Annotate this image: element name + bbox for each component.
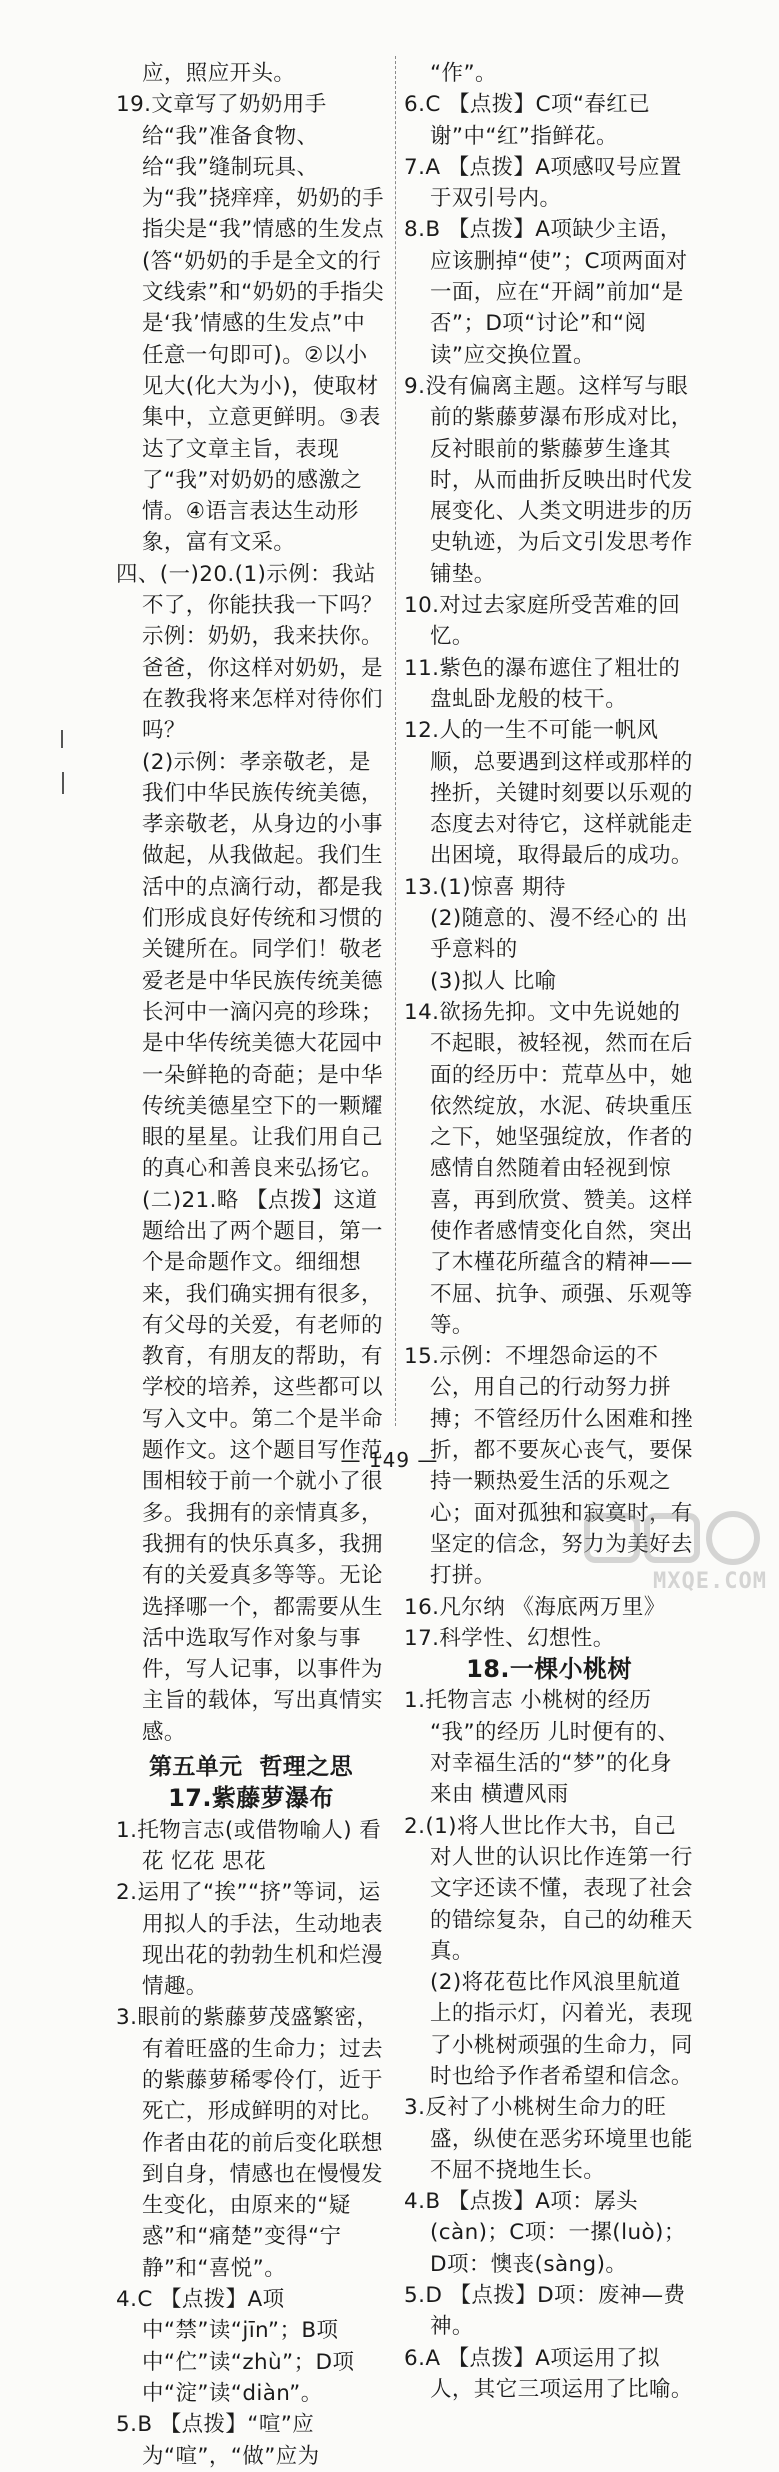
answer-item: 19.文章写了奶奶用手给“我”准备食物、给“我”缝制玩具、为“我”挠痒痒，奶奶的手指尖是“我”情感的生发点(答“奶奶的手是全文的行文线索”和“奶奶的手指尖是‘我’情感的生发点”中任意一句即可)。②以小见大(化大为小)，使取材集中，立意更鲜明。③表达了文章主旨，表现了“我”对奶奶的感激之情。④语言表达生动形象，富有文采。: [116, 92, 385, 556]
answer-item: (2)将花苞比作风浪里航道上的指示灯，闪着光，表现了小桃树顽强的生命力，同时也给予作者希望和信念。: [430, 1970, 693, 2089]
column-divider: [395, 56, 396, 1426]
answer-item: 15.示例：不埋怨命运的不公，用自己的行动努力拼搏；不管经历什么困难和挫折，都不要灰心丧气，要保持一颗热爱生活的乐观之心；面对孤独和寂寞时，有坚定的信念，努力为美好去打拼。: [404, 1344, 693, 1589]
answer-item: 8.B 【点拨】A项缺少主语，应该删掉“使”；C项两面对一面，应在“开阔”前加“是否”；D项“讨论”和“阅读”应交换位置。: [404, 217, 688, 368]
answer-item: 12.人的一生不可能一帆风顺，总要遇到这样或那样的挫折，关键时刻要以乐观的态度去对待它，这样就能走出困境，取得最后的成功。: [404, 718, 693, 869]
left-column: [116, 58, 386, 2472]
right-column: [404, 58, 694, 2405]
left-answer-list: [116, 58, 386, 1748]
answer-item: 4.C 【点拨】A项中“禁”读“jīn”；B项中“伫”读“zhù”；D项中“淀”读“diàn”。: [116, 2287, 355, 2406]
right-answer-list: [404, 58, 694, 1654]
answer-item: 13.(1)惊喜 期待: [404, 874, 566, 900]
answer-item: 6.C 【点拨】C项“春红已谢”中“红”指鲜花。: [404, 92, 651, 149]
answer-item: 9.没有偏离主题。这样写与眼前的紫藤萝瀑布形成对比，反衬眼前的紫藤萝生逢其时，从而曲折反映出时代发展变化、人类文明进步的历史轨迹，为后文引发思考作铺垫。: [404, 373, 693, 587]
answer-item: “作”。: [430, 61, 497, 86]
answer-item: (2)示例：孝亲敬老，是我们中华民族传统美德，孝亲敬老，从身边的小事做起，从我做起。我们生活中的点滴行动，都是我们形成良好传统和习惯的关键所在。同学们！敬老爱老是中华民族传统美德长河中一滴闪亮的珍珠；是中华传统美德大花园中一朵鲜艳的奇葩；是中华传统美德星空下的一颗耀眼的星星。让我们用自己的真心和善良来弘扬它。: [142, 749, 383, 1182]
answer-item: 3.反衬了小桃树生命力的旺盛，纵使在恶劣环境里也能不屈不挠地生长。: [404, 2095, 693, 2183]
watermark-icon: [583, 1510, 763, 1566]
answer-item: 3.眼前的紫藤萝茂盛繁密，有着旺盛的生命力；过去的紫藤萝稀零伶仃，近于死亡，形成鲜明的对比。作者由花的前后变化联想到自身，情感也在慢慢发生变化，由原来的“疑惑”和“痛楚”变得“宁静”和“喜悦”。: [116, 2005, 383, 2281]
unit-heading: 第五单元 哲理之思: [148, 1754, 353, 1781]
answer-item: 10.对过去家庭所受苦难的回忆。: [404, 593, 681, 650]
lesson-18-answer-list: [404, 1685, 694, 2405]
answer-item: 1.托物言志 小桃树的经历 “我”的经历 儿时便有的、对幸福生活的“梦”的化身 来由 横遭风雨: [404, 1688, 680, 1808]
answer-item: (3)拟人 比喻: [430, 968, 557, 994]
margin-marks: [58, 728, 72, 798]
answer-item: 2.(1)将人世比作大书，自己对人世的认识比作连第一行文字还读不懂，表现了社会的错综复杂，自己的幼稚天真。: [404, 1813, 693, 1964]
lesson-17-answer-list: [116, 1815, 386, 2472]
answer-item: (2)随意的、漫不经心的 出乎意料的: [430, 906, 688, 963]
answer-item: 示例：奶奶，我来扶你。爸爸，你这样对奶奶，是在教我将来怎样对待你们吗？: [142, 624, 383, 744]
answer-item: 4.B 【点拨】A项：孱头(càn)；C项：一摞(luò)；D项：懊丧(sàng)。: [404, 2189, 686, 2277]
page-number: — 149 —: [340, 1448, 439, 1472]
answer-item: 5.B 【点拨】“喧”应为“喧”，“做”应为: [116, 2412, 320, 2469]
watermark-logo: [573, 1510, 773, 1594]
answer-item: (二)21.略 【点拨】这道题给出了两个题目，第一个是命题作文。细细想来，我们确实拥有很多，有父母的关爱，有老师的教育，有朋友的帮助，有学校的培养，这些都可以写入文中。第二个是半命题作文。这个题目写作范围相较于前一个就小了很多。我拥有的亲情真多，我拥有的快乐真多，我拥有的关爱真多等等。无论选择哪一个，都需要从生活中选取写作对象与事件，写人记事，以事件为主旨的载体，写出真情实感。: [142, 1187, 383, 1745]
watermark-text: MXQE.COM: [653, 1569, 767, 1594]
answer-item: 17.科学性、幻想性。: [404, 1625, 615, 1651]
answer-item: 四、(一)20.(1)示例：我站不了，你能扶我一下吗？: [116, 561, 383, 619]
lesson-heading-18: 18.一棵小桃树: [466, 1655, 632, 1684]
answer-item: 5.D 【点拨】D项：废神—费神。: [404, 2283, 686, 2340]
answer-item: 2.运用了“挨”“挤”等词，运用拟人的手法，生动地表现出花的勃勃生机和烂漫情趣。: [116, 1880, 383, 2000]
answer-item: 16.凡尔纳 《海底两万里》: [404, 1594, 666, 1620]
answer-item: 11.紫色的瀑布遮住了粗壮的盘虬卧龙般的枝干。: [404, 655, 681, 712]
answer-item: 14.欲扬先抑。文中先说她的不起眼，被轻视，然而在后面的经历中：荒草丛中，她依然绽放，水泥、砖块重压之下，她坚强绽放，作者的感情自然随着由轻视到惊喜，再到欣赏、赞美。这样使作者感情变化自然，突出了木槿花所蕴含的精神——不屈、抗争、顽强、乐观等等。: [404, 999, 693, 1338]
answer-item: 6.A 【点拨】A项运用了拟人，其它三项运用了比喻。: [404, 2345, 693, 2402]
answer-item: 1.托物言志(或借物喻人) 看花 忆花 思花: [116, 1817, 382, 1874]
lesson-heading-17: 17.紫藤萝瀑布: [168, 1784, 334, 1813]
answer-item: 应，照应开头。: [142, 61, 296, 86]
answer-item: 7.A 【点拨】A项感叹号应置于双引号内。: [404, 154, 682, 212]
